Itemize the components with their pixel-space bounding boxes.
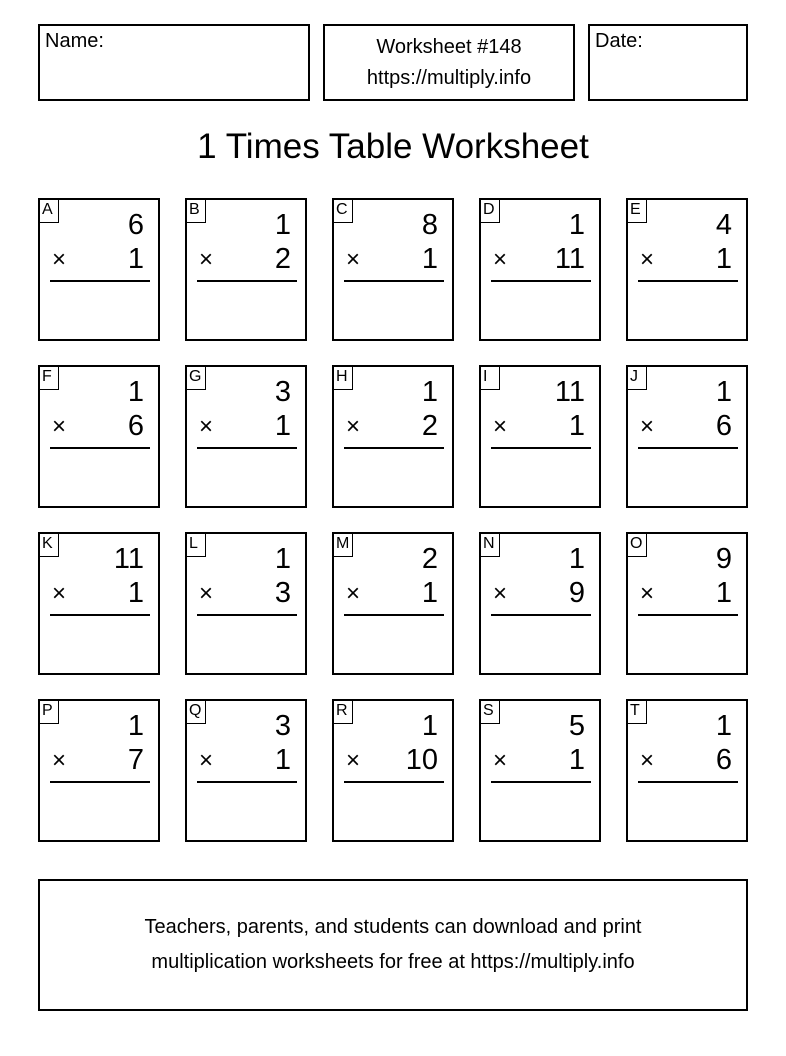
problem-card-e[interactable] xyxy=(626,198,748,341)
problem-card-q[interactable] xyxy=(185,699,307,842)
times-sign: × xyxy=(199,413,214,440)
problem-card-a[interactable] xyxy=(38,198,160,341)
times-sign: × xyxy=(640,413,655,440)
problem-card-n[interactable] xyxy=(479,532,601,675)
multiplier: 6 xyxy=(127,410,144,442)
answer-line xyxy=(638,447,738,449)
answer-line xyxy=(491,781,591,783)
times-sign: × xyxy=(199,747,214,774)
problem-letter: Q xyxy=(186,700,206,724)
problem-card-k[interactable] xyxy=(38,532,160,675)
multiplier: 1 xyxy=(715,243,732,275)
footer-line-1: Teachers, parents, and students can download and print xyxy=(144,916,642,938)
problem-letter: E xyxy=(627,199,647,223)
problem-card-m[interactable] xyxy=(332,532,454,675)
multiplier: 1 xyxy=(274,410,291,442)
footer-note xyxy=(38,879,748,1011)
problem-letter: I xyxy=(480,366,500,390)
problem-letter: M xyxy=(333,533,353,557)
multiplier: 6 xyxy=(715,410,732,442)
times-sign: × xyxy=(346,580,361,607)
multiplier: 1 xyxy=(568,744,585,776)
multiplicand: 1 xyxy=(274,209,291,241)
date-box[interactable] xyxy=(588,24,748,101)
multiplier: 1 xyxy=(715,577,732,609)
times-sign: × xyxy=(52,413,67,440)
multiplicand: 1 xyxy=(421,376,438,408)
multiplicand: 3 xyxy=(274,376,291,408)
multiplicand: 1 xyxy=(715,710,732,742)
multiplicand: 1 xyxy=(127,710,144,742)
times-sign: × xyxy=(199,580,214,607)
times-sign: × xyxy=(346,246,361,273)
answer-line xyxy=(344,614,444,616)
multiplicand: 9 xyxy=(715,543,732,575)
times-sign: × xyxy=(52,747,67,774)
answer-line xyxy=(344,280,444,282)
times-sign: × xyxy=(493,413,508,440)
answer-line xyxy=(197,280,297,282)
multiplicand: 11 xyxy=(554,376,585,408)
problem-card-g[interactable] xyxy=(185,365,307,508)
multiplicand: 4 xyxy=(715,209,732,241)
problem-letter: D xyxy=(480,199,500,223)
problem-letter: N xyxy=(480,533,500,557)
problem-card-o[interactable] xyxy=(626,532,748,675)
problem-letter: F xyxy=(39,366,59,390)
answer-line xyxy=(638,781,738,783)
problem-letter: P xyxy=(39,700,59,724)
problem-card-c[interactable] xyxy=(332,198,454,341)
times-sign: × xyxy=(640,580,655,607)
multiplier: 2 xyxy=(274,243,291,275)
page-title: 1 Times Table Worksheet xyxy=(197,127,589,166)
multiplier: 6 xyxy=(715,744,732,776)
problem-card-d[interactable] xyxy=(479,198,601,341)
multiplier: 3 xyxy=(274,577,291,609)
times-sign: × xyxy=(346,747,361,774)
answer-line xyxy=(50,614,150,616)
answer-line xyxy=(50,280,150,282)
multiplier: 1 xyxy=(274,744,291,776)
multiplier: 1 xyxy=(127,243,144,275)
answer-line xyxy=(50,781,150,783)
multiplier: 2 xyxy=(421,410,438,442)
name-box[interactable] xyxy=(38,24,310,101)
problem-card-i[interactable] xyxy=(479,365,601,508)
problem-letter: A xyxy=(39,199,59,223)
times-sign: × xyxy=(493,246,508,273)
times-sign: × xyxy=(640,246,655,273)
answer-line xyxy=(197,447,297,449)
multiplier: 1 xyxy=(421,243,438,275)
answer-line xyxy=(197,614,297,616)
problem-letter: R xyxy=(333,700,353,724)
problem-letter: K xyxy=(39,533,59,557)
times-sign: × xyxy=(493,747,508,774)
name-label: Name: xyxy=(45,30,104,52)
multiplicand: 5 xyxy=(568,710,585,742)
multiplier: 10 xyxy=(405,744,438,776)
times-sign: × xyxy=(199,246,214,273)
multiplicand: 1 xyxy=(127,376,144,408)
answer-line xyxy=(197,781,297,783)
multiplier: 1 xyxy=(421,577,438,609)
problem-card-b[interactable] xyxy=(185,198,307,341)
multiplicand: 1 xyxy=(421,710,438,742)
worksheet-number: Worksheet #148 xyxy=(376,35,522,58)
multiplicand: 8 xyxy=(421,209,438,241)
times-sign: × xyxy=(346,413,361,440)
multiplier: 7 xyxy=(127,744,144,776)
answer-line xyxy=(491,280,591,282)
problem-letter: T xyxy=(627,700,647,724)
problem-letter: B xyxy=(186,199,206,223)
problem-card-l[interactable] xyxy=(185,532,307,675)
footer-line-2: multiplication worksheets for free at https://multiply.info xyxy=(151,951,635,973)
times-sign: × xyxy=(52,580,67,607)
answer-line xyxy=(50,447,150,449)
answer-line xyxy=(491,614,591,616)
multiplicand: 1 xyxy=(274,543,291,575)
answer-line xyxy=(491,447,591,449)
problem-card-r[interactable] xyxy=(332,699,454,842)
date-label: Date: xyxy=(595,30,643,52)
multiplicand: 1 xyxy=(568,209,585,241)
problem-letter: G xyxy=(186,366,206,390)
worksheet-info-box xyxy=(323,24,575,101)
multiplicand: 1 xyxy=(568,543,585,575)
problem-card-h[interactable] xyxy=(332,365,454,508)
problem-letter: S xyxy=(480,700,500,724)
problem-card-f[interactable] xyxy=(38,365,160,508)
times-sign: × xyxy=(640,747,655,774)
problem-letter: H xyxy=(333,366,353,390)
multiplicand: 11 xyxy=(113,543,144,575)
problem-letter: O xyxy=(627,533,647,557)
multiplicand: 2 xyxy=(421,543,438,575)
multiplier: 9 xyxy=(568,577,585,609)
problem-card-p[interactable] xyxy=(38,699,160,842)
problem-card-t[interactable] xyxy=(626,699,748,842)
problem-card-s[interactable] xyxy=(479,699,601,842)
answer-line xyxy=(638,280,738,282)
worksheet-url: https://multiply.info xyxy=(366,66,532,89)
multiplicand: 1 xyxy=(715,376,732,408)
problem-letter: C xyxy=(333,199,353,223)
answer-line xyxy=(344,447,444,449)
answer-line xyxy=(638,614,738,616)
multiplier: 11 xyxy=(554,243,585,275)
times-sign: × xyxy=(493,580,508,607)
multiplicand: 6 xyxy=(127,209,144,241)
problem-letter: J xyxy=(627,366,647,390)
answer-line xyxy=(344,781,444,783)
multiplier: 1 xyxy=(568,410,585,442)
problem-card-j[interactable] xyxy=(626,365,748,508)
multiplier: 1 xyxy=(127,577,144,609)
times-sign: × xyxy=(52,246,67,273)
problem-letter: L xyxy=(186,533,206,557)
multiplicand: 3 xyxy=(274,710,291,742)
